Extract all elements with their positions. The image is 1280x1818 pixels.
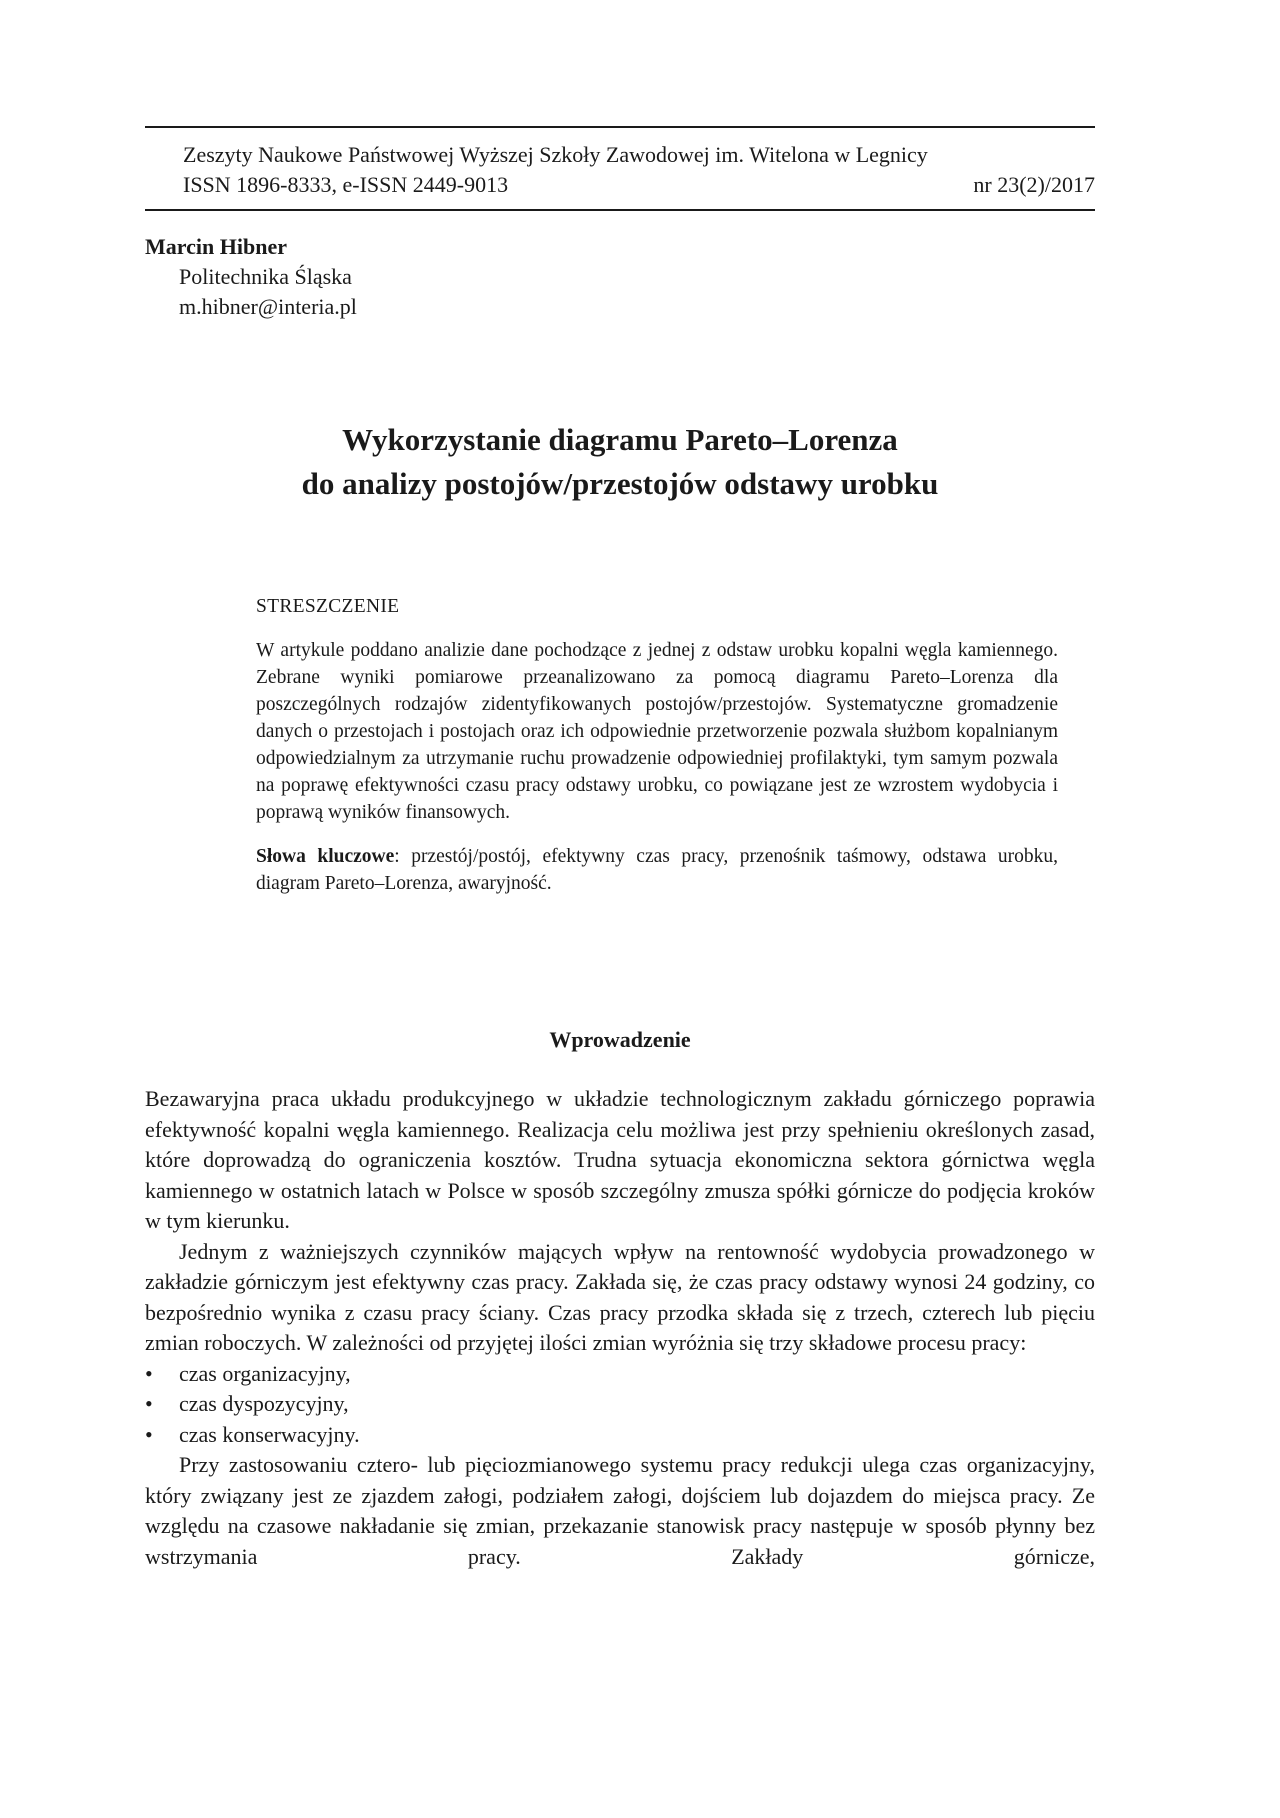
body-text xyxy=(145,1084,1095,1572)
header-bottom-rule xyxy=(145,209,1095,211)
bullet-list xyxy=(145,1359,1095,1451)
list-item xyxy=(145,1359,1095,1390)
paper-title-line-2: do analizy postojów/przestojów odstawy urobku xyxy=(301,466,939,501)
list-item xyxy=(145,1389,1095,1420)
section-heading: Wprowadzenie xyxy=(549,1027,691,1052)
paragraph-2: Jednym z ważniejszych czynników mających wpływ na rentowność wydobycia prowadzonego w zakładzie górniczym jest efektywny czas pracy. Zakłada się, że czas pracy odstawy wynosi 24 godziny, co bezpośrednio wynika z czasu pracy ściany. Czas pracy przodka składa się z trzech, czterech lub pięciu zmian roboczych. W zależności od przyjętej ilości zmian wyróżnia się trzy składowe procesu pracy: xyxy=(145,1238,1095,1355)
list-item xyxy=(145,1420,1095,1451)
bullet-icon: • xyxy=(145,1421,153,1447)
keywords-label: Słowa kluczowe xyxy=(256,846,395,867)
paper-title xyxy=(145,418,1095,506)
abstract-heading: STRESZCZENIE xyxy=(256,596,400,617)
paper-title-line-1: Wykorzystanie diagramu Pareto–Lorenza xyxy=(342,422,898,457)
keywords-list: : przestój/postój, efektywny czas pracy, przenośnik taśmowy, odstawa urobku, diagram Pareto–Lorenza, awaryjność. xyxy=(256,846,1058,894)
list-item-text: czas dyspozycyjny, xyxy=(179,1391,349,1416)
journal-issn: ISSN 1896-8333, e-ISSN 2449-9013 xyxy=(183,172,509,197)
paragraph-1: Bezawaryjna praca układu produkcyjnego w układzie technologicznym zakładu górniczego poprawia efektywność kopalni węgla kamiennego. Realizacja celu możliwa jest przy spełnieniu określonych zasad, które doprowadzą do ograniczenia kosztów. Trudna sytuacja ekonomiczna sektora górnictwa węgla kamiennego w ostatnich latach w Polsce w sposób szczególny zmusza spółki górnicze do podjęcia kroków w tym kierunku. xyxy=(145,1086,1095,1233)
journal-header xyxy=(145,126,1095,211)
list-item-text: czas konserwacyjny. xyxy=(179,1421,360,1447)
author-affiliation: Politechnika Śląska xyxy=(179,264,352,289)
author-email: m.hibner@interia.pl xyxy=(179,294,357,319)
journal-issue: nr 23(2)/2017 xyxy=(973,172,1095,197)
abstract-text: W artykule poddano analizie dane pochodzące z jednej z odstaw urobku kopalni węgla kamiennego. Zebrane wyniki pomiarowe przeanalizowano za pomocą diagramu Pareto–Lorenza dla poszczególnych rodzajów zidentyfikowanych postojów/przestojów. Systematyczne gromadzenie danych o przestojach i postojach oraz ich odpowiednie przetworzenie pozwala służbom kopalnianym odpowiedzialnym za utrzymanie ruchu prowadzenie odpowiedniej profilaktyki, tym samym pozwala na poprawę efektywności czasu pracy odstawy urobku, co powiązane jest ze wzrostem wydobycia i poprawą wyników finansowych. xyxy=(256,640,1058,823)
bullet-icon: • xyxy=(145,1360,153,1386)
keywords xyxy=(256,843,1058,897)
journal-name: Zeszyty Naukowe Państwowej Wyższej Szkoły Zawodowej im. Witelona w Legnicy xyxy=(183,142,928,167)
author-name: Marcin Hibner xyxy=(145,234,287,259)
author-block xyxy=(145,232,357,322)
list-item-text: czas organizacyjny, xyxy=(179,1360,351,1386)
abstract xyxy=(256,593,1058,897)
bullet-icon: • xyxy=(145,1391,153,1416)
paragraph-3: Przy zastosowaniu cztero- lub pięciozmianowego systemu pracy redukcji ulega czas organizacyjny, który związany jest ze zjazdem załogi, podziałem załogi, dojściem lub dojazdem do miejsca pracy. Ze względu na czasowe nakładanie się zmian, przekazanie stanowisk pracy następuje w sposób płynny bez wstrzymania pracy. Zakłady górnicze, xyxy=(145,1452,1095,1569)
